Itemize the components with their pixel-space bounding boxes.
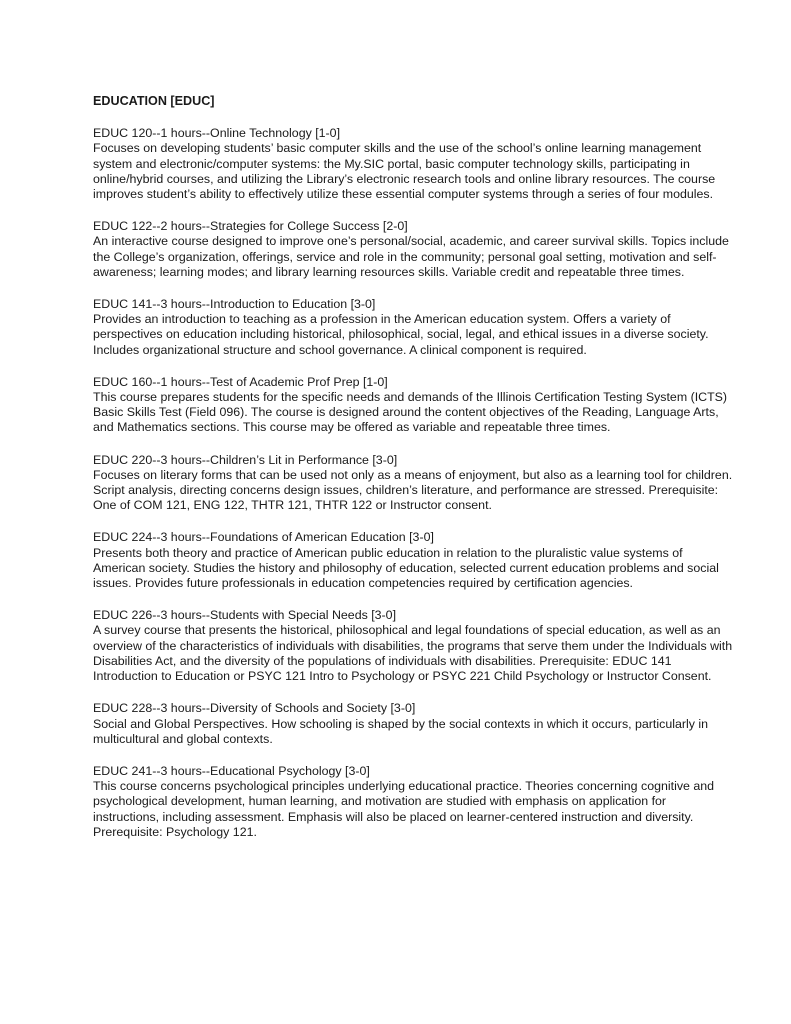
- course-title: EDUC 160--1 hours--Test of Academic Prof Prep [1-0]: [93, 374, 388, 389]
- course-title: EDUC 120--1 hours--Online Technology [1-0]: [93, 126, 341, 141]
- course-title: EDUC 226--3 hours--Students with Special Needs [3-0]: [93, 608, 397, 623]
- course-entry-educ-228: [93, 701, 733, 747]
- course-title: EDUC 122--2 hours--Strategies for College Success [2-0]: [93, 219, 408, 234]
- course-entry-educ-220: [93, 453, 733, 514]
- course-description: Focuses on literary forms that can be used not only as a means of enjoyment, but also as a learning tool for children. Script analysis, directing concerns design issues, children’s literature, and performance are stressed. Prerequisite: One of COM 121, ENG 122, THTR 121, THTR 122 or Instructor consent.: [93, 467, 733, 513]
- course-title: EDUC 141--3 hours--Introduction to Education [3-0]: [93, 297, 376, 312]
- course-description: This course concerns psychological principles underlying educational practice. Theories concerning cognitive and psychological development, human learning, and motivation are studied with emphasis on application for instructions, including assessment. Emphasis will also be placed on learner-centered instruction and diversity. Prerequisite: Psychology 121.: [93, 779, 715, 839]
- course-title: EDUC 241--3 hours--Educational Psychology [3-0]: [93, 763, 370, 778]
- course-entry-educ-241: [93, 764, 733, 840]
- course-entry-educ-224: [93, 530, 733, 591]
- course-title: EDUC 228--3 hours--Diversity of Schools and Society [3-0]: [93, 701, 416, 716]
- course-description: Focuses on developing students’ basic computer skills and the use of the school’s online learning management system and electronic/computer systems: the My.SIC portal, basic computer technology skills, participating in online/hybrid courses, and utilizing the Library’s electronic research tools and online library resources. The course improves student’s ability to effectively utilize these essential computer systems through a series of four modules.: [93, 141, 716, 202]
- course-title: EDUC 220--3 hours--Children’s Lit in Performance [3-0]: [93, 452, 398, 467]
- course-entry-educ-226: [93, 608, 733, 684]
- course-entry-educ-160: [93, 375, 733, 436]
- course-description: An interactive course designed to improve one’s personal/social, academic, and career survival skills. Topics include the College’s organization, offerings, service and role in the community; personal goal setting, motivation and self-awareness; learning modes; and library learning resources skills. Variable credit and repeatable three times.: [93, 234, 729, 279]
- course-description: Provides an introduction to teaching as a profession in the American education system. Offers a variety of perspectives on education including historical, philosophical, social, legal, and ethical issues in a diverse society. Includes organizational structure and school governance. A clinical component is required.: [93, 312, 709, 357]
- course-entry-educ-141: [93, 297, 733, 358]
- course-description: Social and Global Perspectives. How schooling is shaped by the social contexts in which it occurs, particularly in multicultural and global contexts.: [93, 716, 709, 746]
- course-description: This course prepares students for the specific needs and demands of the Illinois Certification Testing System (ICTS) Basic Skills Test (Field 096). The course is designed around the content objectives of the Reading, Language Arts, and Mathematics sections. This course may be offered as variable and repeatable three times.: [93, 390, 728, 435]
- document-page: [93, 94, 733, 857]
- course-description: Presents both theory and practice of American public education in relation to the pluralistic value systems of American society. Studies the history and philosophy of education, selected current education problems and social issues. Provides future professionals in education competencies required by certification agencies.: [93, 545, 719, 591]
- course-title: EDUC 224--3 hours--Foundations of American Education [3-0]: [93, 530, 434, 545]
- course-entry-educ-120: [93, 126, 733, 202]
- course-description: A survey course that presents the historical, philosophical and legal foundations of special education, as well as an overview of the characteristics of individuals with disabilities, the programs that serve them under the Individuals with Disabilities Act, and the diversity of the populations of individuals with disabilities. Prerequisite: EDUC 141 Introduction to Education or PSYC 121 Intro to Psychology or PSYC 221 Child Psychology or Instructor Consent.: [93, 623, 733, 684]
- section-heading: EDUCATION [EDUC]: [93, 94, 215, 108]
- course-entry-educ-122: [93, 219, 733, 280]
